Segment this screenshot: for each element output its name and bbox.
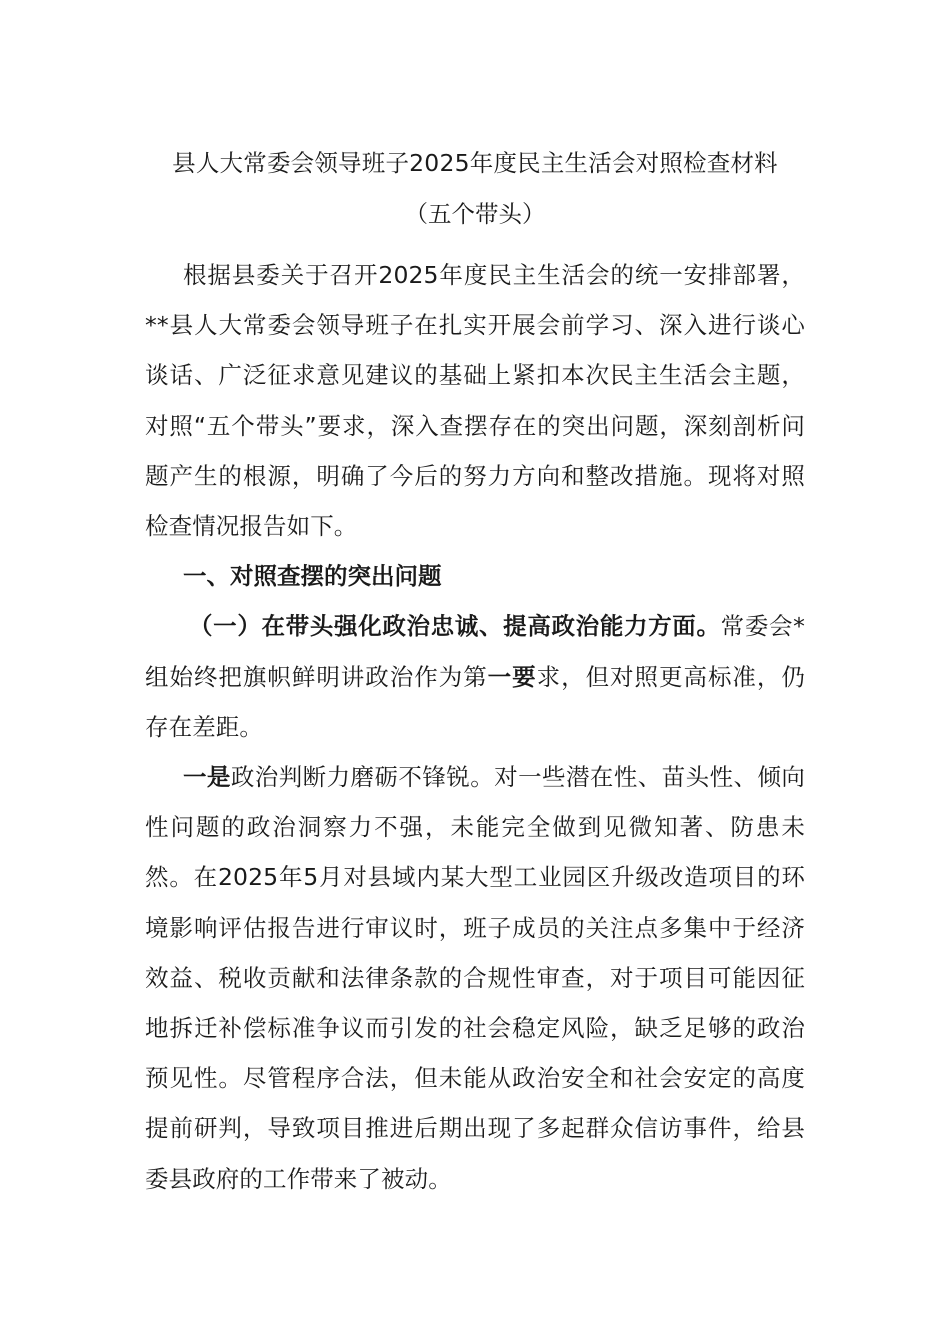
document-subtitle: （五个带头） [404, 200, 546, 228]
point-1-paragraph [145, 752, 805, 1204]
subsection-1-text-a: 常委会*组始终把旗帜鲜明讲政治作为第 [145, 612, 806, 691]
subsection-1-text-b: 求，但对照更高标准，仍存在差距。 [145, 662, 805, 741]
document-title: 县人大常委会领导班子2025年度民主生活会对照检查材料 [172, 149, 778, 177]
point-1-label: 一是 [183, 763, 231, 792]
subsection-1-text-bold: 一要 [487, 662, 537, 691]
intro-paragraph: 根据县委关于召开2025年度民主生活会的统一安排部署，**县人大常委会领导班子在扎实开展会前学习、深入进行谈心谈话、广泛征求意见建议的基础上紧扣本次民主生活会主题，对照“五个带头”要求，深入查摆存在的突出问题，深刻剖析问题产生的根源，明确了今后的努力方向和整改措施。现将对照检查情况报告如下。 [145, 261, 805, 541]
subsection-1-paragraph [145, 601, 805, 752]
point-1-text: 政治判断力磨砺不锋锐。对一些潜在性、苗头性、倾向性问题的政治洞察力不强，未能完全做到见微知著、防患未然。在2025年5月对县域内某大型工业园区升级改造项目的环境影响评估报告进行审议时，班子成员的关注点多集中于经济效益、税收贡献和法律条款的合规性审查，对于项目可能因征地拆迁补偿标准争议而引发的社会稳定风险，缺乏足够的政治预见性。尽管程序合法，但未能从政治安全和社会安定的高度提前研判，导致项目推进后期出现了多起群众信访事件，给县委县政府的工作带来了被动。 [145, 763, 805, 1193]
section-heading-1: 一、对照查摆的突出问题 [183, 562, 442, 591]
document-page [145, 138, 805, 1238]
subsection-1-label: （一）在带头强化政治忠诚、提高政治能力方面。 [189, 612, 721, 641]
